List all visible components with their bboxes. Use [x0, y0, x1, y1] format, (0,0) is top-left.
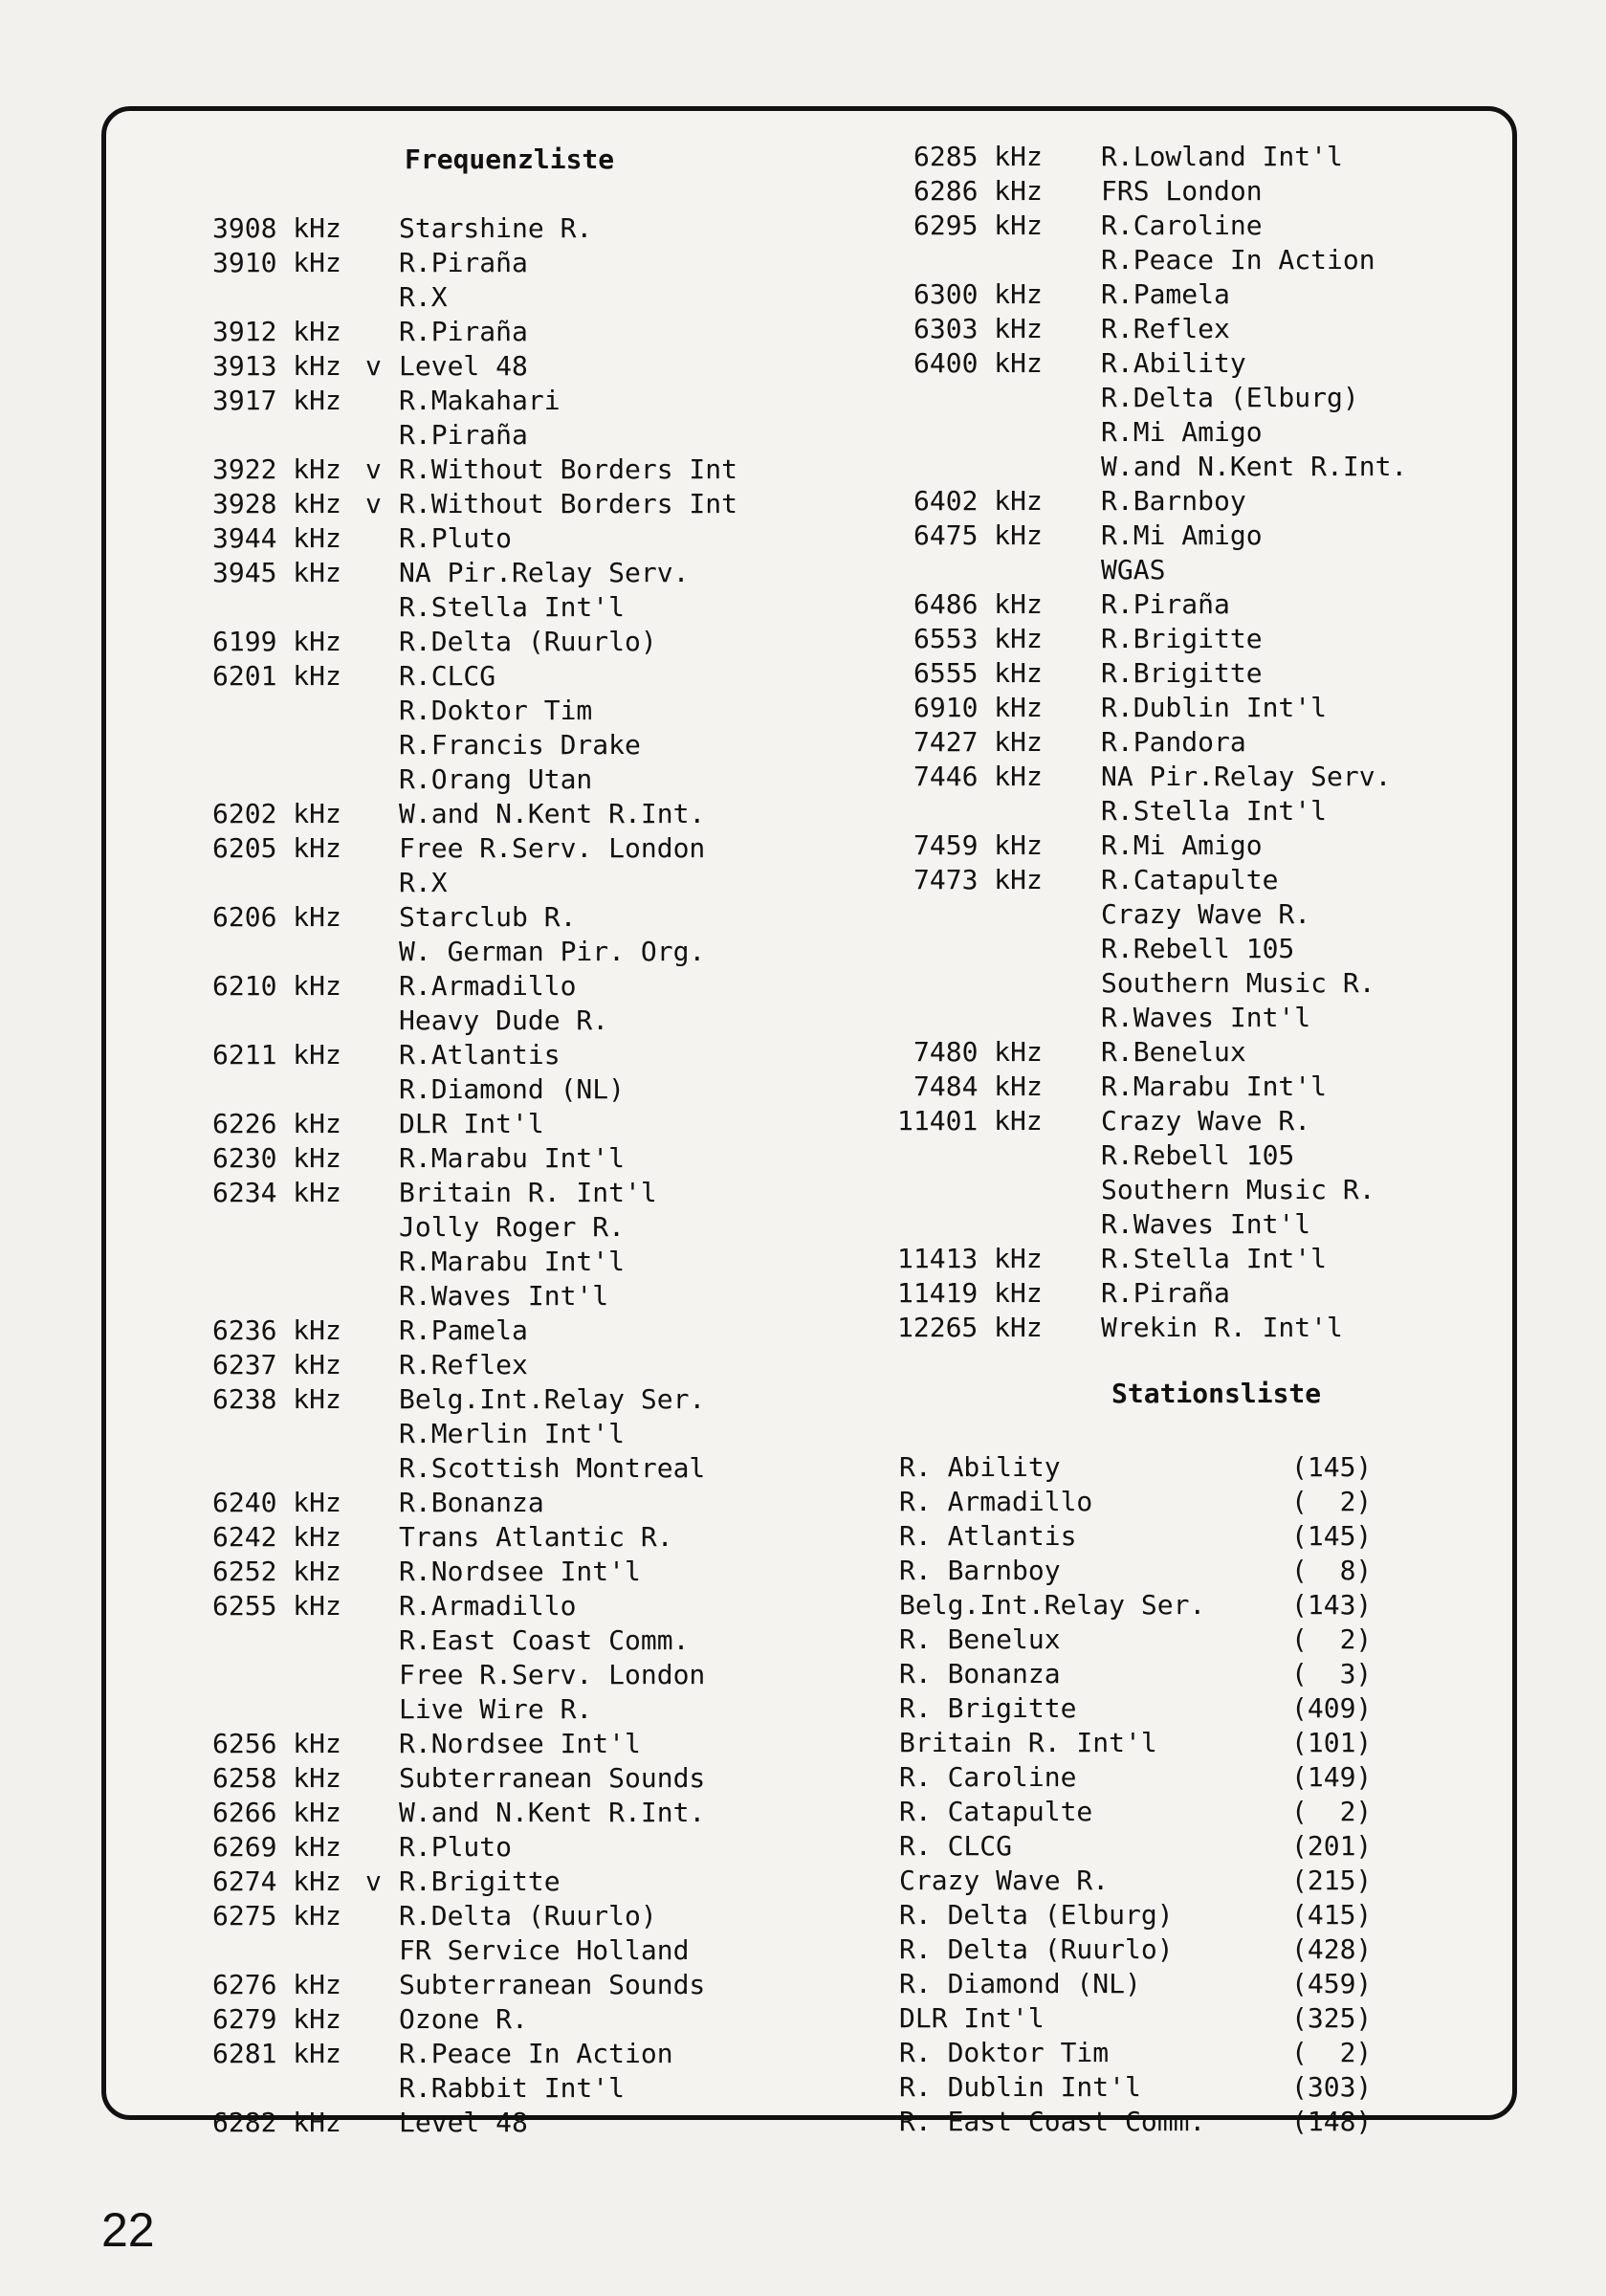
- station-code: (148): [1291, 2106, 1373, 2137]
- frequency: 6252 kHz: [212, 1556, 341, 1587]
- frequency: 6282 kHz: [212, 2107, 341, 2138]
- station-name: WGAS: [1101, 554, 1166, 585]
- station-name: Level 48: [399, 350, 528, 382]
- station-code: (415): [1291, 1899, 1373, 1931]
- frequency: 11401 kHz: [897, 1105, 1043, 1137]
- station-name: R.Francis Drake: [399, 729, 641, 761]
- frequency: 6236 kHz: [212, 1314, 341, 1346]
- station-name: FR Service Holland: [399, 1934, 690, 1966]
- station-code: (325): [1291, 2002, 1373, 2034]
- station-name: Subterranean Sounds: [399, 1762, 706, 1794]
- frequency: 6211 kHz: [212, 1039, 341, 1071]
- frequency: 6555 kHz: [913, 657, 1043, 689]
- frequency: 6274 kHz: [212, 1866, 341, 1897]
- station-name: Jolly Roger R.: [399, 1211, 626, 1243]
- station-code: ( 2): [1291, 1623, 1373, 1655]
- page-number: 22: [101, 2203, 155, 2257]
- station-name: R.Mi Amigo: [1101, 519, 1263, 551]
- station-code: (201): [1291, 1830, 1373, 1862]
- station-name: R.Stella Int'l: [399, 591, 626, 623]
- station-name: R. Catapulte: [899, 1796, 1093, 1827]
- frequency: 6206 kHz: [212, 901, 341, 933]
- station-name: R.Mi Amigo: [1101, 829, 1263, 861]
- station-name: DLR Int'l: [399, 1108, 544, 1139]
- frequency: 3928 kHz: [212, 488, 341, 519]
- station-name: R.Peace In Action: [1101, 244, 1375, 276]
- station-name: Level 48: [399, 2107, 528, 2138]
- station-name: R.Atlantis: [399, 1039, 561, 1071]
- frequency: 7459 kHz: [913, 829, 1043, 861]
- frequency: 6210 kHz: [212, 970, 341, 1002]
- frequency: 6242 kHz: [212, 1521, 341, 1553]
- frequency: 6279 kHz: [212, 2003, 341, 2035]
- frequency: 6226 kHz: [212, 1108, 341, 1139]
- station-name: R.Mi Amigo: [1101, 416, 1263, 448]
- frequency: 6303 kHz: [913, 313, 1043, 344]
- frequency: 6281 kHz: [212, 2038, 341, 2069]
- station-name: R.Delta (Elburg): [1101, 382, 1359, 413]
- station-name: R.Pluto: [399, 522, 513, 554]
- frequency: 6269 kHz: [212, 1831, 341, 1863]
- station-name: Free R.Serv. London: [399, 1659, 706, 1690]
- station-name: R.East Coast Comm.: [399, 1624, 690, 1656]
- station-name: R.Stella Int'l: [1101, 1243, 1328, 1274]
- station-name: R.Delta (Ruurlo): [399, 1900, 657, 1932]
- station-name: R.Piraña: [399, 247, 528, 278]
- variable-marker: v: [365, 350, 382, 382]
- frequency: 3913 kHz: [212, 350, 341, 382]
- station-name: R.Without Borders Int: [399, 453, 738, 485]
- station-name: R.Reflex: [399, 1349, 528, 1380]
- station-name: R.X: [399, 867, 448, 898]
- station-name: Ozone R.: [399, 2003, 528, 2035]
- frequency: 6553 kHz: [913, 623, 1043, 654]
- station-name: NA Pir.Relay Serv.: [399, 557, 690, 588]
- station-name: R.Nordsee Int'l: [399, 1728, 641, 1759]
- station-name: R.Marabu Int'l: [399, 1142, 626, 1174]
- frequency: 6486 kHz: [913, 588, 1043, 620]
- station-name: R.Doktor Tim: [399, 695, 593, 726]
- station-name: R.CLCG: [399, 660, 496, 692]
- station-name: R.Pamela: [1101, 278, 1230, 310]
- station-code: ( 2): [1291, 1796, 1373, 1827]
- station-name: R. Dublin Int'l: [899, 2071, 1141, 2103]
- frequency: 6286 kHz: [913, 175, 1043, 207]
- station-name: Live Wire R.: [399, 1693, 593, 1725]
- station-name: Britain R. Int'l: [899, 1727, 1157, 1758]
- station-name: R.Piraña: [1101, 1277, 1230, 1309]
- station-name: R.Marabu Int'l: [1101, 1071, 1328, 1102]
- variable-marker: v: [365, 488, 382, 519]
- frequency: 6910 kHz: [913, 692, 1043, 723]
- frequency: 6255 kHz: [212, 1590, 341, 1622]
- frequency: 6240 kHz: [212, 1487, 341, 1518]
- station-code: (409): [1291, 1692, 1373, 1724]
- frequency: 6402 kHz: [913, 485, 1043, 517]
- station-name: Starclub R.: [399, 901, 577, 933]
- station-name: R.Diamond (NL): [399, 1073, 626, 1105]
- station-code: ( 2): [1291, 2037, 1373, 2068]
- station-name: R.Piraña: [1101, 588, 1230, 620]
- frequency: 11413 kHz: [897, 1243, 1043, 1274]
- frequency-list-title: Frequenzliste: [405, 144, 615, 175]
- frequency: 7484 kHz: [913, 1071, 1043, 1102]
- frequency: 6199 kHz: [212, 626, 341, 657]
- frequency: 3908 kHz: [212, 212, 341, 244]
- station-name: R.Rebell 105: [1101, 933, 1295, 964]
- station-name: R.Pandora: [1101, 726, 1246, 758]
- station-code: (149): [1291, 1761, 1373, 1793]
- frequency: 6475 kHz: [913, 519, 1043, 551]
- station-code: ( 2): [1291, 1486, 1373, 1517]
- frequency: 6234 kHz: [212, 1177, 341, 1208]
- station-name: Southern Music R.: [1101, 967, 1375, 999]
- station-code: ( 8): [1291, 1555, 1373, 1586]
- station-name: Crazy Wave R.: [1101, 898, 1311, 930]
- station-name: R.Brigitte: [1101, 657, 1263, 689]
- station-code: ( 3): [1291, 1658, 1373, 1689]
- station-name: R. Brigitte: [899, 1692, 1077, 1724]
- frequency: 6230 kHz: [212, 1142, 341, 1174]
- station-name: R. Atlantis: [899, 1520, 1077, 1552]
- station-name: R.Pluto: [399, 1831, 513, 1863]
- frequency: 6256 kHz: [212, 1728, 341, 1759]
- station-name: R.Makahari: [399, 385, 561, 416]
- frequency: 6205 kHz: [212, 832, 341, 864]
- station-code: (143): [1291, 1589, 1373, 1621]
- frequency: 3944 kHz: [212, 522, 341, 554]
- station-name: R.Orang Utan: [399, 763, 593, 795]
- station-name: R. Delta (Ruurlo): [899, 1933, 1174, 1965]
- frequency: 11419 kHz: [897, 1277, 1043, 1309]
- station-name: R. Diamond (NL): [899, 1968, 1141, 1999]
- station-name: R.Caroline: [1101, 210, 1263, 241]
- station-name: R. Delta (Elburg): [899, 1899, 1174, 1931]
- station-name: Free R.Serv. London: [399, 832, 706, 864]
- station-code: (459): [1291, 1968, 1373, 1999]
- station-name: R. Armadillo: [899, 1486, 1093, 1517]
- frequency: 6201 kHz: [212, 660, 341, 692]
- frequency: 6295 kHz: [913, 210, 1043, 241]
- station-code: (145): [1291, 1520, 1373, 1552]
- frequency: 12265 kHz: [897, 1312, 1043, 1343]
- station-name: R.Nordsee Int'l: [399, 1556, 641, 1587]
- station-name: R.Dublin Int'l: [1101, 692, 1328, 723]
- frequency: 6202 kHz: [212, 798, 341, 829]
- station-name: R.Piraña: [399, 316, 528, 347]
- station-name: Belg.Int.Relay Ser.: [899, 1589, 1206, 1621]
- station-name: R.Rabbit Int'l: [399, 2072, 626, 2104]
- frequency: 6400 kHz: [913, 347, 1043, 379]
- station-name: R.Reflex: [1101, 313, 1230, 344]
- station-name: FRS London: [1101, 175, 1263, 207]
- station-name: Crazy Wave R.: [1101, 1105, 1311, 1137]
- frequency: 3945 kHz: [212, 557, 341, 588]
- station-name: R.Delta (Ruurlo): [399, 626, 657, 657]
- station-code: (428): [1291, 1933, 1373, 1965]
- station-name: R.Armadillo: [399, 1590, 577, 1622]
- frequency: 6237 kHz: [212, 1349, 341, 1380]
- station-name: R.Peace In Action: [399, 2038, 673, 2069]
- station-name: R.Rebell 105: [1101, 1139, 1295, 1171]
- station-name: R.Ability: [1101, 347, 1246, 379]
- frequency: 6285 kHz: [913, 141, 1043, 172]
- frequency: 6276 kHz: [212, 1969, 341, 2000]
- station-name: Wrekin R. Int'l: [1101, 1312, 1343, 1343]
- station-name: W.and N.Kent R.Int.: [399, 798, 706, 829]
- station-name: R.Catapulte: [1101, 864, 1279, 895]
- frequency: 3912 kHz: [212, 316, 341, 347]
- frequency: 6238 kHz: [212, 1383, 341, 1415]
- station-name: R.Benelux: [1101, 1036, 1246, 1068]
- station-name: R.Barnboy: [1101, 485, 1246, 517]
- station-code: (303): [1291, 2071, 1373, 2103]
- station-name: R. Ability: [899, 1451, 1061, 1483]
- frequency: 7473 kHz: [913, 864, 1043, 895]
- station-name: R.Scottish Montreal: [399, 1452, 706, 1484]
- station-name: Southern Music R.: [1101, 1174, 1375, 1205]
- station-name: R.Waves Int'l: [399, 1280, 609, 1312]
- station-name: R.Piraña: [399, 419, 528, 451]
- frequency: 3910 kHz: [212, 247, 341, 278]
- station-name: R.Waves Int'l: [1101, 1208, 1311, 1240]
- station-name: R. Bonanza: [899, 1658, 1061, 1689]
- station-name: Crazy Wave R.: [899, 1865, 1110, 1896]
- station-code: (215): [1291, 1865, 1373, 1896]
- station-name: R. Barnboy: [899, 1555, 1061, 1586]
- station-code: (145): [1291, 1451, 1373, 1483]
- station-name: Starshine R.: [399, 212, 593, 244]
- station-name: DLR Int'l: [899, 2002, 1045, 2034]
- station-name: R.Armadillo: [399, 970, 577, 1002]
- station-name: Trans Atlantic R.: [399, 1521, 673, 1553]
- station-name: R.Without Borders Int: [399, 488, 738, 519]
- frequency: 6266 kHz: [212, 1797, 341, 1828]
- station-name: Heavy Dude R.: [399, 1004, 609, 1036]
- frequency: 3922 kHz: [212, 453, 341, 485]
- frequency: 7446 kHz: [913, 761, 1043, 792]
- station-list-title: Stationsliste: [1111, 1378, 1322, 1409]
- station-name: R.Marabu Int'l: [399, 1246, 626, 1277]
- station-name: R. Doktor Tim: [899, 2037, 1110, 2068]
- station-name: R. Caroline: [899, 1761, 1077, 1793]
- frequency: 6258 kHz: [212, 1762, 341, 1794]
- station-code: (101): [1291, 1727, 1373, 1758]
- variable-marker: v: [365, 453, 382, 485]
- station-name: Belg.Int.Relay Ser.: [399, 1383, 706, 1415]
- station-name: R. CLCG: [899, 1830, 1013, 1862]
- station-name: R.Waves Int'l: [1101, 1002, 1311, 1033]
- station-name: R.Stella Int'l: [1101, 795, 1328, 827]
- frequency: 7480 kHz: [913, 1036, 1043, 1068]
- frequency: 3917 kHz: [212, 385, 341, 416]
- station-name: Britain R. Int'l: [399, 1177, 657, 1208]
- station-name: R.Bonanza: [399, 1487, 544, 1518]
- station-name: R. East Coast Comm.: [899, 2106, 1206, 2137]
- station-name: R.Merlin Int'l: [399, 1418, 626, 1449]
- variable-marker: v: [365, 1866, 382, 1897]
- station-name: NA Pir.Relay Serv.: [1101, 761, 1392, 792]
- station-name: W.and N.Kent R.Int.: [1101, 451, 1408, 482]
- frequency: 6300 kHz: [913, 278, 1043, 310]
- station-name: W. German Pir. Org.: [399, 936, 706, 967]
- station-name: R.Brigitte: [399, 1866, 561, 1897]
- station-name: R.X: [399, 281, 448, 313]
- station-name: R.Brigitte: [1101, 623, 1263, 654]
- frequency: 7427 kHz: [913, 726, 1043, 758]
- frequency: 6275 kHz: [212, 1900, 341, 1932]
- station-name: R.Lowland Int'l: [1101, 141, 1343, 172]
- station-name: R.Pamela: [399, 1314, 528, 1346]
- station-name: R. Benelux: [899, 1623, 1061, 1655]
- station-name: Subterranean Sounds: [399, 1969, 706, 2000]
- station-name: W.and N.Kent R.Int.: [399, 1797, 706, 1828]
